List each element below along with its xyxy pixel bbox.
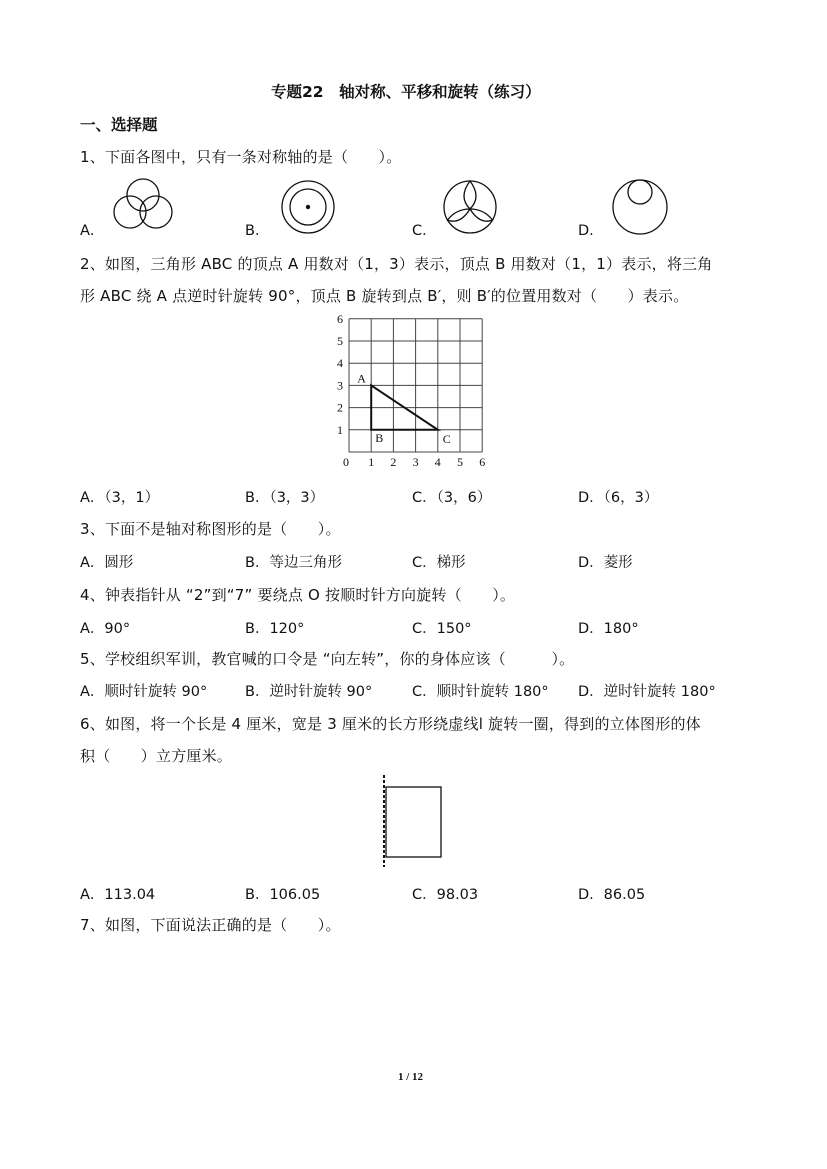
q4-option-a[interactable]: A．90° xyxy=(80,621,131,637)
q1-option-c[interactable]: C． xyxy=(412,223,437,239)
q3-option-a[interactable]: A．圆形 xyxy=(80,555,134,571)
q3-option-c[interactable]: C．梯形 xyxy=(412,555,466,571)
q1-option-a[interactable]: A． xyxy=(80,223,105,239)
q2-option-d[interactable]: D．（6，3） xyxy=(578,490,659,506)
q1-figure-d xyxy=(610,175,670,237)
inner-circle xyxy=(628,180,652,204)
question-2-stem-line1: 2、如图，三角形 ABC 的顶点 A 用数对（1，3）表示，顶点 B 用数对（1，1）表示，将三角 xyxy=(80,255,713,273)
vertex-label-a: A xyxy=(357,371,366,386)
y-tick-label: 4 xyxy=(337,356,343,371)
section-heading: 一、选择题 xyxy=(80,116,158,134)
vertex-label-c: C xyxy=(442,431,451,446)
outer-circle xyxy=(613,180,667,234)
y-tick-label: 6 xyxy=(337,312,343,326)
circle-left xyxy=(114,196,146,228)
question-2-stem-line2: 形 ABC 绕 A 点逆时针旋转 90°，顶点 B 旋转到点 B′，则 B′的位置用数对（ ）表示。 xyxy=(80,287,689,305)
q6-option-b[interactable]: B．106.05 xyxy=(245,887,321,903)
question-5-stem: 5、学校组织军训，教官喊的口令是 “向左转”，你的身体应该（ ）。 xyxy=(80,650,575,668)
q1-figure-c xyxy=(440,177,500,237)
petal-right xyxy=(470,209,493,221)
q1-figure-a xyxy=(108,176,178,236)
question-1-stem: 1、下面各图中，只有一条对称轴的是（ ）。 xyxy=(80,148,402,166)
q4-option-b[interactable]: B．120° xyxy=(245,621,305,637)
y-tick-label: 1 xyxy=(337,422,343,437)
q2-option-b[interactable]: B．（3，3） xyxy=(245,490,325,506)
q1-option-d[interactable]: D． xyxy=(578,223,604,239)
y-tick-label: 5 xyxy=(337,334,343,348)
q1-figure-b xyxy=(278,177,338,237)
x-tick-label: 4 xyxy=(434,455,441,469)
q4-option-d[interactable]: D．180° xyxy=(578,621,639,637)
grid-lines xyxy=(349,319,482,452)
question-6-stem-line2: 积（ ）立方厘米。 xyxy=(80,747,233,765)
x-tick-label: 5 xyxy=(457,455,463,469)
x-tick-label: 1 xyxy=(368,455,375,469)
vertex-label-b: B xyxy=(375,430,384,445)
q4-option-c[interactable]: C．150° xyxy=(412,621,472,637)
circle-right xyxy=(140,196,172,228)
petal-left xyxy=(448,209,471,221)
q5-option-b[interactable]: B．逆时针旋转 90° xyxy=(245,684,373,700)
x-tick-label: 0 xyxy=(343,455,349,469)
question-7-stem: 7、如图，下面说法正确的是（ ）。 xyxy=(80,916,341,934)
q6-option-a[interactable]: A．113.04 xyxy=(80,887,156,903)
q2-grid-figure xyxy=(334,312,494,472)
rectangle xyxy=(386,787,441,857)
q3-option-d[interactable]: D．菱形 xyxy=(578,555,633,571)
x-tick-label: 2 xyxy=(390,455,397,469)
q3-option-b[interactable]: B．等边三角形 xyxy=(245,555,342,571)
outer-circle xyxy=(444,181,496,233)
page-title: 专题22 轴对称、平移和旋转（练习） xyxy=(271,83,541,101)
q6-option-c[interactable]: C．98.03 xyxy=(412,887,479,903)
question-6-stem-line1: 6、如图，将一个长是 4 厘米，宽是 3 厘米的长方形绕虚线l 旋转一圈，得到的立体图形的体 xyxy=(80,715,701,733)
q5-option-d[interactable]: D．逆时针旋转 180° xyxy=(578,684,716,700)
q6-rectangle-figure xyxy=(376,773,446,869)
center-dot xyxy=(306,205,310,209)
q2-option-a[interactable]: A．（3，1） xyxy=(80,490,160,506)
q2-option-c[interactable]: C．（3，6） xyxy=(412,490,492,506)
q6-option-d[interactable]: D．86.05 xyxy=(578,887,646,903)
q1-option-b[interactable]: B． xyxy=(245,223,270,239)
question-3-stem: 3、下面不是轴对称图形的是（ ）。 xyxy=(80,520,341,538)
petal-top xyxy=(464,181,476,209)
question-4-stem: 4、钟表指针从 “2”到“7” 要绕点 O 按顺时针方向旋转（ ）。 xyxy=(80,586,516,604)
x-tick-label: 6 xyxy=(479,455,486,469)
circle-top xyxy=(127,179,159,211)
y-tick-label: 3 xyxy=(337,378,343,393)
grid-ticks xyxy=(337,312,485,469)
q5-option-a[interactable]: A．顺时针旋转 90° xyxy=(80,684,208,700)
page-number: 1 / 12 xyxy=(398,1071,424,1083)
y-tick-label: 2 xyxy=(337,400,343,415)
q5-option-c[interactable]: C．顺时针旋转 180° xyxy=(412,684,549,700)
x-tick-label: 3 xyxy=(412,455,419,469)
